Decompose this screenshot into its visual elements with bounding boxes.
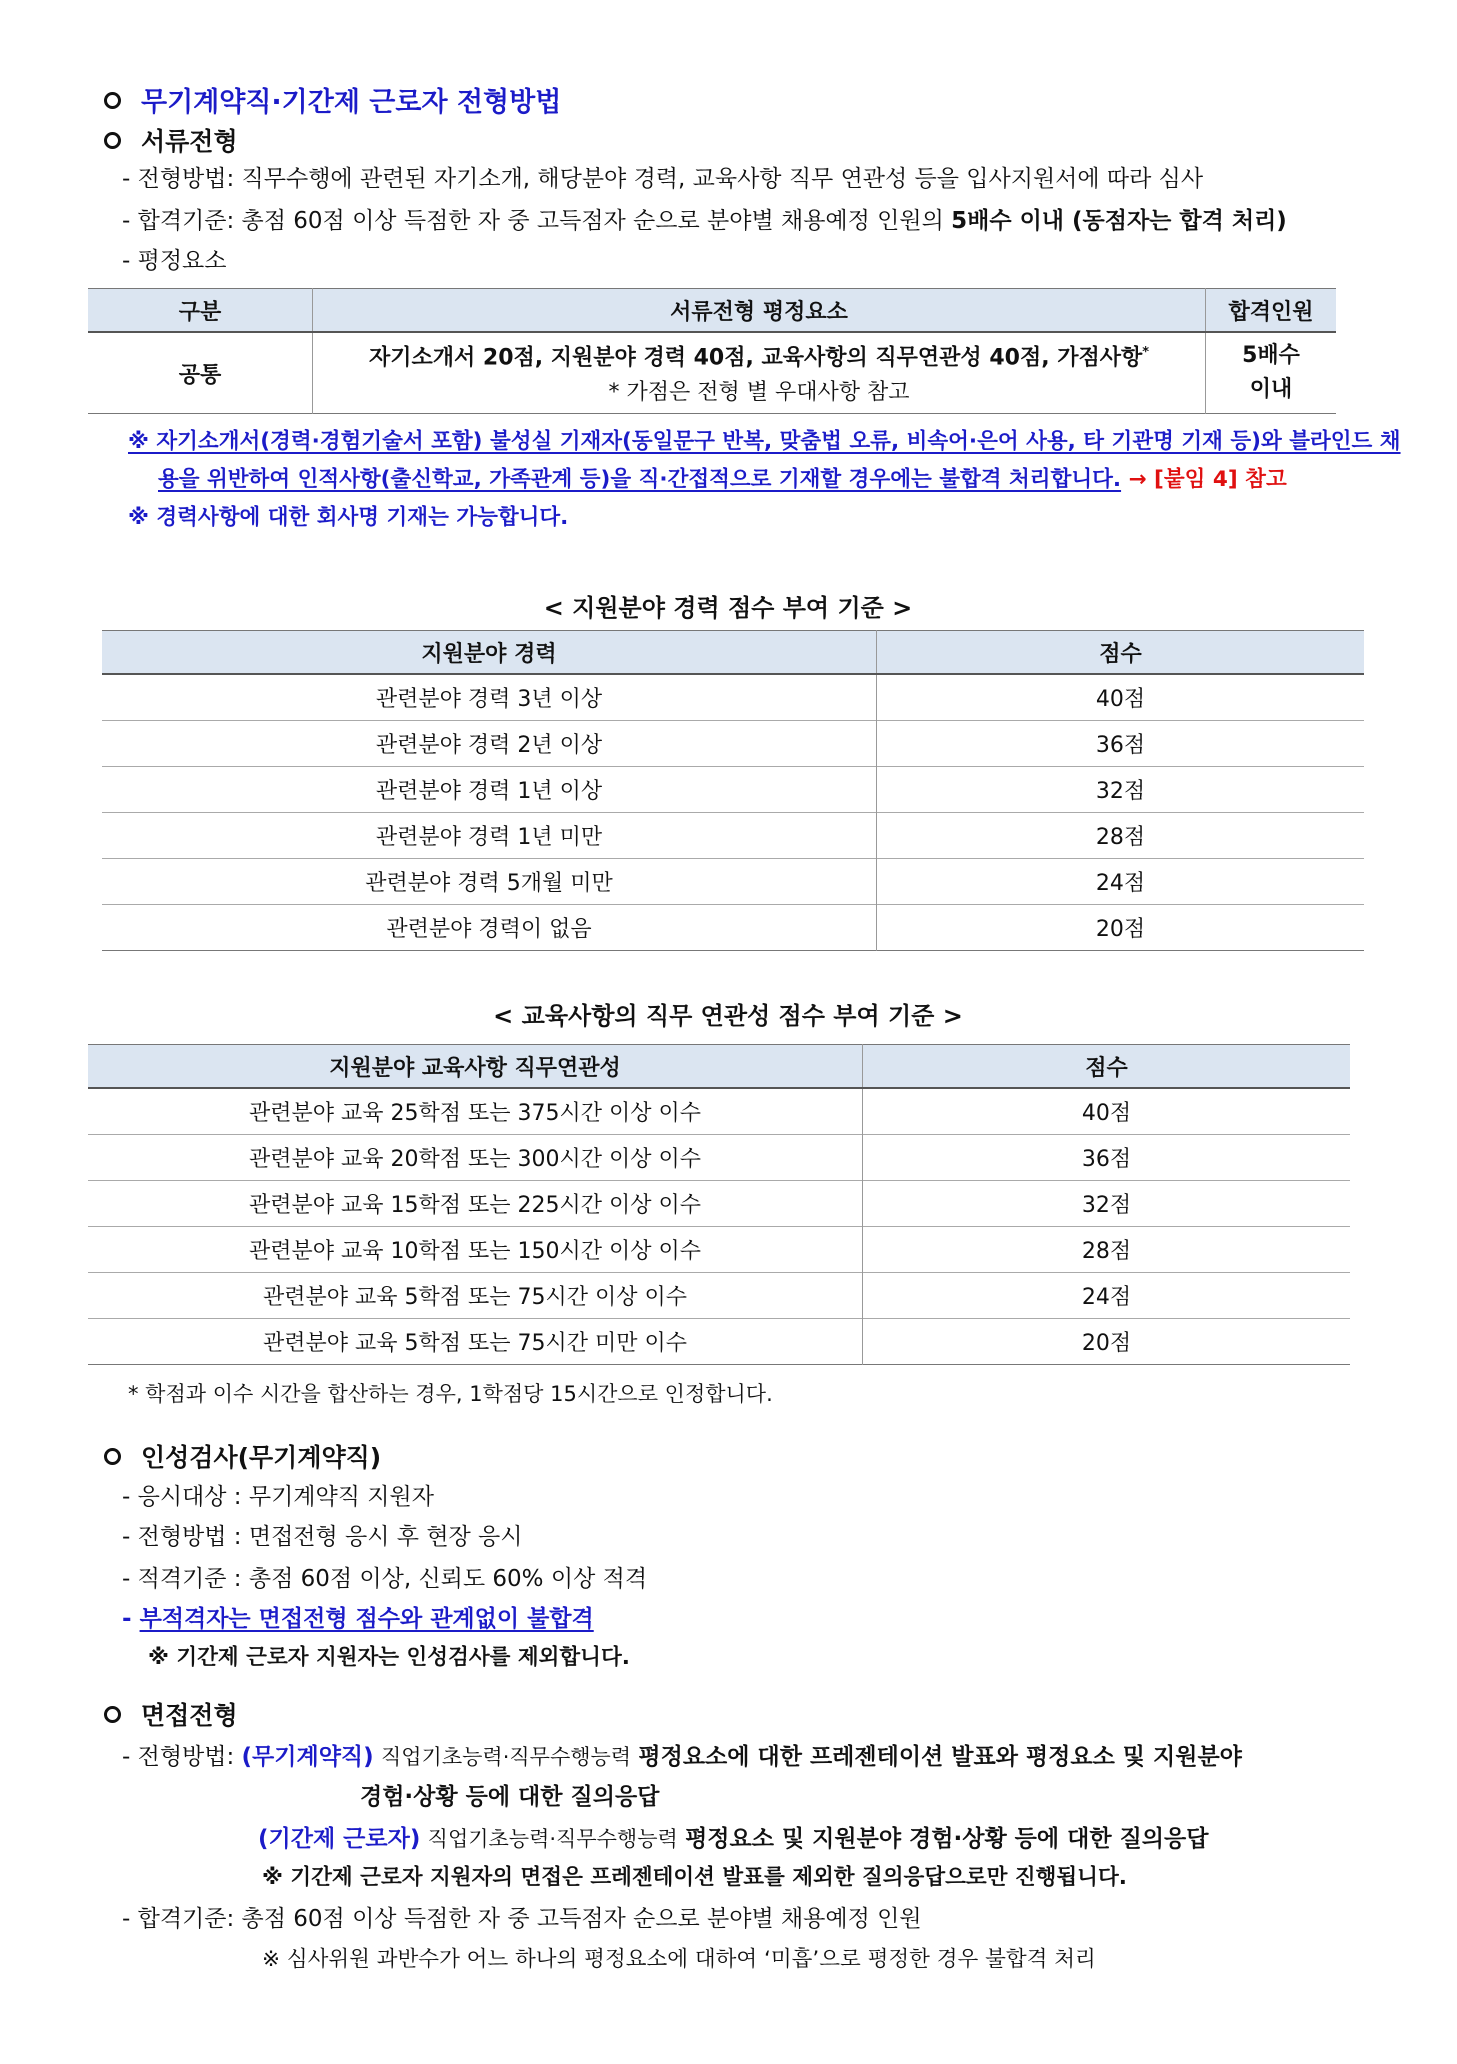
row-label: 공통 bbox=[88, 332, 313, 414]
bullet-circle-icon bbox=[104, 1448, 121, 1465]
personality-note: ※ 기간제 근로자 지원자는 인성검사를 제외합니다. bbox=[148, 1645, 630, 1670]
note-company-name: ※ 경력사항에 대한 회사명 기재는 가능합니다. bbox=[128, 505, 569, 530]
education-table-caption: < 교육사항의 직무 연관성 점수 부여 기준 > bbox=[493, 1002, 963, 1030]
table-row: 관련분야 교육 10학점 또는 150시간 이상 이수 28점 bbox=[88, 1227, 1350, 1273]
education-header-score: 점수 bbox=[863, 1045, 1351, 1089]
interview-temp-note: ※ 기간제 근로자 지원자의 면접은 프레젠테이션 발표를 제외한 질의응답으로만 진행됩니다. bbox=[262, 1865, 1127, 1890]
doc-elements-label: - 평정요소 bbox=[122, 248, 227, 274]
table-row: 관련분야 경력이 없음 20점 bbox=[102, 905, 1364, 951]
note-blind-line2: 용을 위반하여 인적사항(출신학교, 가족관계 등)을 직·간접적으로 기재할 경우에는 불합격 처리합니다. → [붙임 4] 참고 bbox=[158, 467, 1287, 492]
doc-criteria: - 합격기준: 총점 60점 이상 득점한 자 중 고득점자 순으로 분야별 채용예정 인원의 5배수 이내 (동점자는 합격 처리) bbox=[122, 208, 1287, 234]
header-category: 구분 bbox=[88, 289, 313, 333]
table-row: 관련분야 경력 3년 이상 40점 bbox=[102, 674, 1364, 721]
table-row: 관련분야 교육 5학점 또는 75시간 이상 이수 24점 bbox=[88, 1273, 1350, 1319]
table-row: 관련분야 교육 15학점 또는 225시간 이상 이수 32점 bbox=[88, 1181, 1350, 1227]
header-pass-count: 합격인원 bbox=[1206, 289, 1337, 333]
career-header-field: 지원분야 경력 bbox=[102, 631, 877, 675]
table-row: 관련분야 경력 1년 이상 32점 bbox=[102, 767, 1364, 813]
bullet-circle-icon bbox=[104, 92, 121, 109]
interview-criteria-note: ※ 심사위원 과반수가 어느 하나의 평정요소에 대하여 ‘미흡’으로 평정한 경우 불합격 처리 bbox=[262, 1947, 1096, 1972]
table-row: 관련분야 교육 5학점 또는 75시간 미만 이수 20점 bbox=[88, 1319, 1350, 1365]
personality-fail-rule: - 부적격자는 면접전형 점수와 관계없이 불합격 bbox=[122, 1606, 594, 1632]
interview-method-perm: - 전형방법: (무기계약직) 직업기초능력·직무수행능력 평정요소에 대한 프레젠테이션 발표와 평정요소 및 지원분야 bbox=[122, 1744, 1242, 1770]
section-heading-document: 서류전형 bbox=[104, 122, 238, 158]
table-row: 관련분야 교육 25학점 또는 375시간 이상 이수 40점 bbox=[88, 1088, 1350, 1135]
interview-method-temp: (기간제 근로자) 직업기초능력·직무수행능력 평정요소 및 지원분야 경험·상황 등에 대한 질의응답 bbox=[258, 1826, 1209, 1852]
section-heading-interview: 면접전형 bbox=[104, 1696, 238, 1732]
personality-method: - 전형방법 : 면접전형 응시 후 현장 응시 bbox=[122, 1524, 523, 1550]
education-footnote: * 학점과 이수 시간을 합산하는 경우, 1학점당 15시간으로 인정합니다. bbox=[128, 1382, 773, 1406]
interview-method-perm-cont: 경험·상황 등에 대한 질의응답 bbox=[360, 1784, 660, 1810]
row-pass-count: 5배수 이내 bbox=[1206, 332, 1337, 414]
bullet-circle-icon bbox=[104, 132, 121, 149]
table-row: 관련분야 교육 20학점 또는 300시간 이상 이수 36점 bbox=[88, 1135, 1350, 1181]
header-elements: 서류전형 평정요소 bbox=[313, 289, 1206, 333]
career-score-table bbox=[102, 630, 1364, 951]
doc-evaluation-table bbox=[88, 288, 1336, 414]
section-heading-personality: 인성검사(무기계약직) bbox=[104, 1438, 381, 1474]
table-row: 관련분야 경력 5개월 미만 24점 bbox=[102, 859, 1364, 905]
career-table-caption: < 지원분야 경력 점수 부여 기준 > bbox=[543, 594, 913, 622]
career-header-score: 점수 bbox=[877, 631, 1365, 675]
table-row: 관련분야 경력 1년 미만 28점 bbox=[102, 813, 1364, 859]
row-elements: 자기소개서 20점, 지원분야 경력 40점, 교육사항의 직무연관성 40점, 가점사항* * 가점은 전형 별 우대사항 참고 bbox=[313, 332, 1206, 414]
note-blind-line1: ※ 자기소개서(경력·경험기술서 포함) 불성실 기재자(동일문구 반복, 맞춤법 오류, 비속어·은어 사용, 타 기관명 기재 등)와 블라인드 채 bbox=[128, 429, 1401, 454]
personality-target: - 응시대상 : 무기계약직 지원자 bbox=[122, 1484, 434, 1510]
education-score-table bbox=[88, 1044, 1350, 1365]
bullet-circle-icon bbox=[104, 1706, 121, 1723]
personality-criteria: - 적격기준 : 총점 60점 이상, 신뢰도 60% 이상 적격 bbox=[122, 1566, 648, 1592]
attachment-reference: → [붙임 4] 참고 bbox=[1128, 467, 1287, 492]
page-title: 무기계약직·기간제 근로자 전형방법 bbox=[104, 80, 561, 119]
doc-method: - 전형방법: 직무수행에 관련된 자기소개, 해당분야 경력, 교육사항 직무 연관성 등을 입사지원서에 따라 심사 bbox=[122, 166, 1204, 192]
education-header-field: 지원분야 교육사항 직무연관성 bbox=[88, 1045, 863, 1089]
table-row: 관련분야 경력 2년 이상 36점 bbox=[102, 721, 1364, 767]
interview-criteria: - 합격기준: 총점 60점 이상 득점한 자 중 고득점자 순으로 분야별 채용예정 인원 bbox=[122, 1906, 922, 1932]
